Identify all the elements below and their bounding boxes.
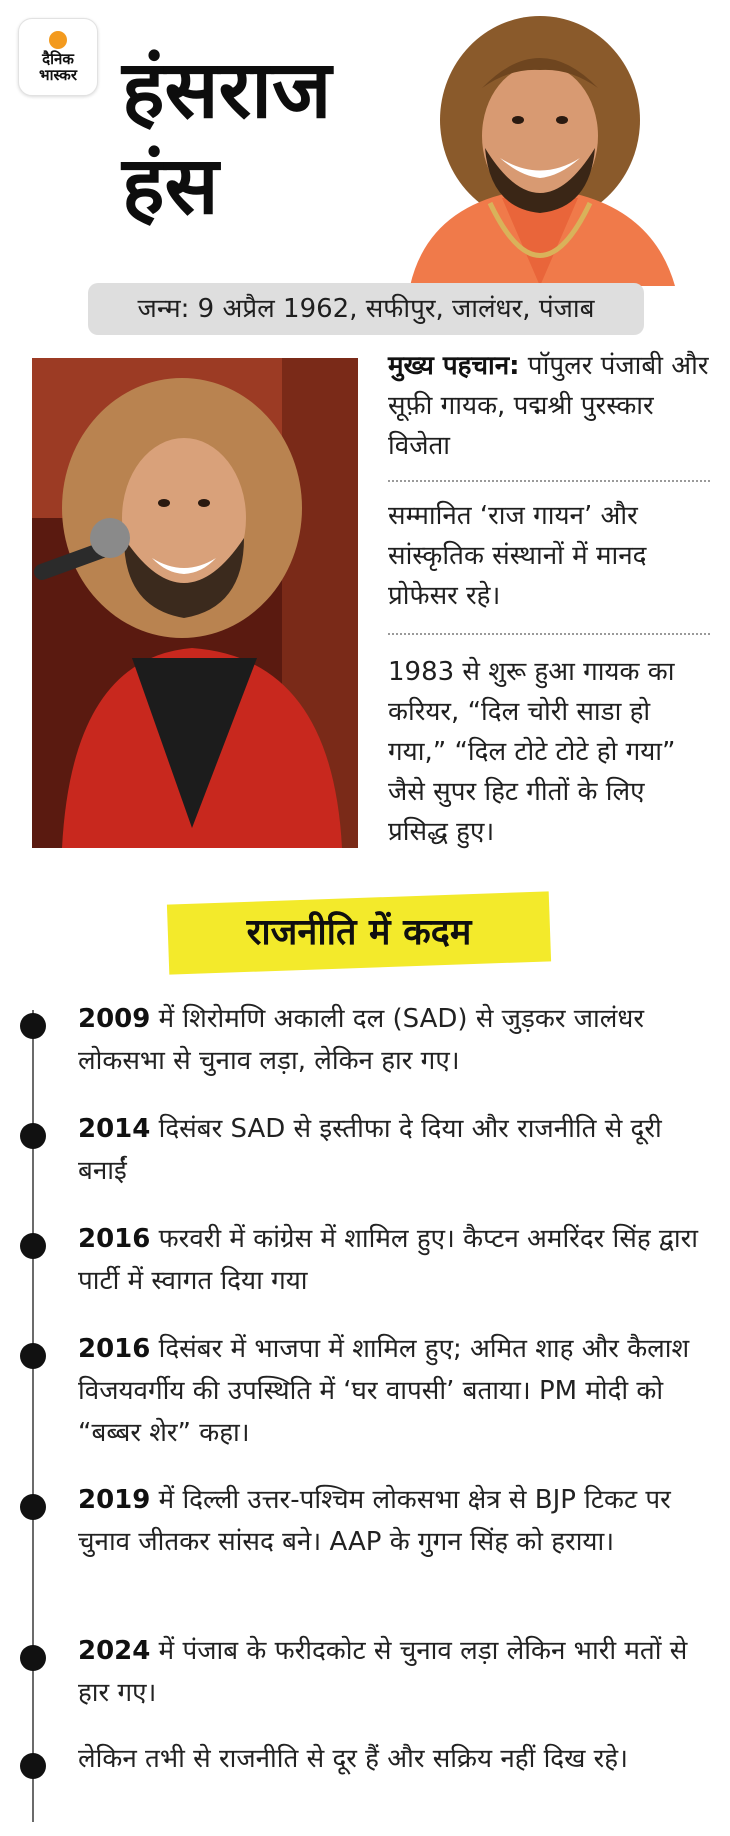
logo-line2: भास्कर	[39, 66, 77, 84]
timeline-text: में शिरोमणि अकाली दल (SAD) से जुड़कर जालंधर लोकसभा से चुनाव लड़ा, लेकिन हार गए।	[78, 1004, 645, 1076]
logo-line1: दैनिक	[42, 50, 74, 68]
fact-identity	[388, 346, 710, 466]
timeline-item	[78, 1108, 710, 1192]
section-title: राजनीति में कदम	[246, 912, 472, 953]
timeline-year: 2024	[78, 1636, 151, 1666]
fact-career: 1983 से शुरू हुआ गायक का करियर, “दिल चोरी साडा हो गया,” “दिल टोटे टोटे हो गया” जैसे सुपर हिट गीतों के लिए प्रसिद्ध हुए।	[388, 657, 676, 847]
timeline-text: लेकिन तभी से राजनीति से दूर हैं और सक्रिय नहीं दिख रहे।	[78, 1744, 628, 1774]
timeline-dot	[20, 1645, 46, 1671]
fact-identity-label: मुख्य पहचान:	[388, 351, 520, 381]
timeline-dot	[20, 1013, 46, 1039]
divider	[388, 480, 710, 482]
divider	[388, 633, 710, 635]
fact-honors: सम्मानित ‘राज गायन’ और सांस्कृतिक संस्थानों में मानद प्रोफेसर रहे।	[388, 501, 647, 611]
timeline-text: में दिल्ली उत्तर-पश्चिम लोकसभा क्षेत्र से BJP टिकट पर चुनाव जीतकर सांसद बने। AAP के गुगन सिंह को हराया।	[78, 1485, 671, 1557]
title-line2: हंस	[122, 139, 219, 232]
fact-identity-text: पॉपुलर पंजाबी और सूफ़ी गायक, पद्मश्री पुरस्कार विजेता	[388, 351, 709, 461]
singer-photo	[32, 358, 358, 848]
timeline-dot	[20, 1233, 46, 1259]
timeline-text: दिसंबर में भाजपा में शामिल हुए; अमित शाह और कैलाश विजयवर्गीय की उपस्थिति में ‘घर वापसी’ बताया। PM मोदी को “बब्बर शेर” कहा।	[78, 1334, 690, 1448]
birth-info-bar: जन्म: 9 अप्रैल 1962, सफीपुर, जालंधर, पंजाब	[88, 283, 644, 335]
sun-icon	[49, 31, 67, 49]
timeline-item	[78, 1479, 710, 1563]
timeline-dot	[20, 1494, 46, 1520]
timeline-dot	[20, 1753, 46, 1779]
timeline-item	[78, 1218, 710, 1302]
timeline-text: में पंजाब के फरीदकोट से चुनाव लड़ा लेकिन भारी मतों से हार गए।	[78, 1636, 688, 1708]
timeline-item	[78, 1328, 710, 1454]
timeline-item	[78, 1630, 710, 1714]
timeline-text: फरवरी में कांग्रेस में शामिल हुए। कैप्टन अमरिंदर सिंह द्वारा पार्टी में स्वागत दिया गया	[78, 1224, 698, 1296]
portrait-photo	[390, 8, 690, 286]
title-line1: हंसराज	[122, 43, 332, 136]
timeline-year: 2014	[78, 1114, 151, 1144]
timeline-year: 2009	[78, 1004, 151, 1034]
timeline-item	[78, 1738, 710, 1780]
brand-logo	[18, 18, 98, 96]
page-title	[122, 42, 422, 234]
timeline-year: 2019	[78, 1485, 151, 1515]
timeline-text: दिसंबर SAD से इस्तीफा दे दिया और राजनीति से दूरी बनाईं	[78, 1114, 662, 1186]
timeline-year: 2016	[78, 1224, 151, 1254]
timeline-year: 2016	[78, 1334, 151, 1364]
timeline-dot	[20, 1123, 46, 1149]
timeline-dot	[20, 1343, 46, 1369]
timeline-item	[78, 998, 710, 1082]
